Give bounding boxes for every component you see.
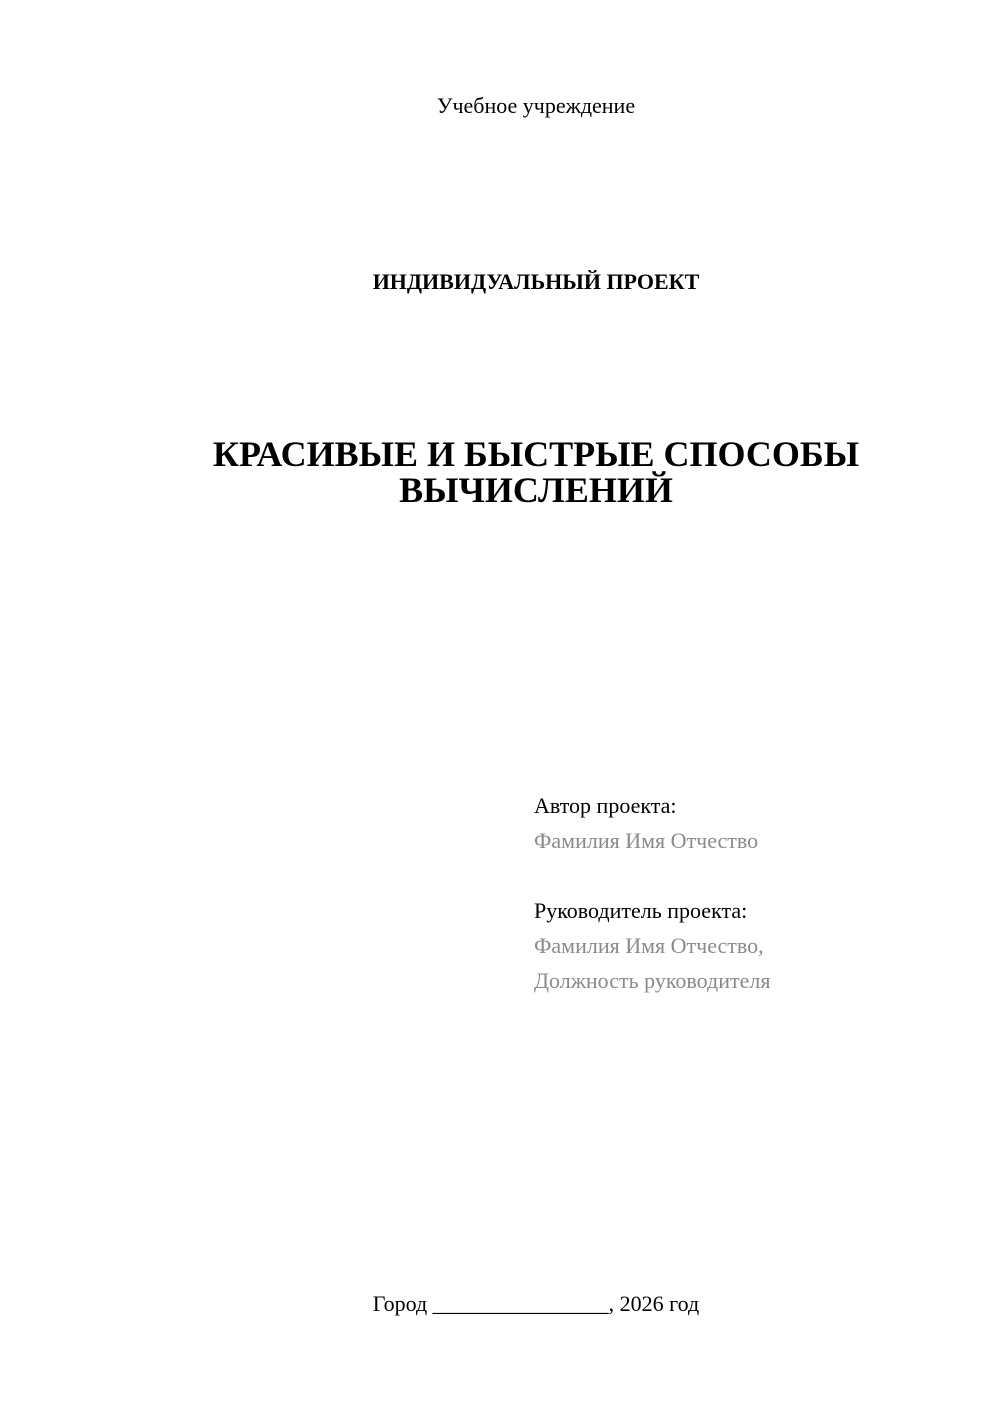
info-spacer: [534, 858, 974, 893]
project-info-block: [534, 788, 974, 998]
institution-name: Учебное учреждение: [436, 93, 636, 118]
author-label: Автор проекта:: [534, 793, 677, 818]
project-type-heading: ИНДИВИДУАЛЬНЫЙ ПРОЕКТ: [372, 269, 700, 294]
project-title-line-2: ВЫЧИСЛЕНИЙ: [399, 470, 673, 510]
city-year-line: Город ________________, 2026 год: [372, 1291, 700, 1316]
author-name: Фамилия Имя Отчество: [534, 828, 759, 853]
project-title: [0, 436, 1000, 508]
supervisor-name: Фамилия Имя Отчество,: [534, 933, 764, 958]
supervisor-label: Руководитель проекта:: [534, 898, 748, 923]
supervisor-position: Должность руководителя: [534, 968, 771, 993]
project-title-line-1: КРАСИВЫЕ И БЫСТРЫЕ СПОСОБЫ: [212, 434, 860, 474]
